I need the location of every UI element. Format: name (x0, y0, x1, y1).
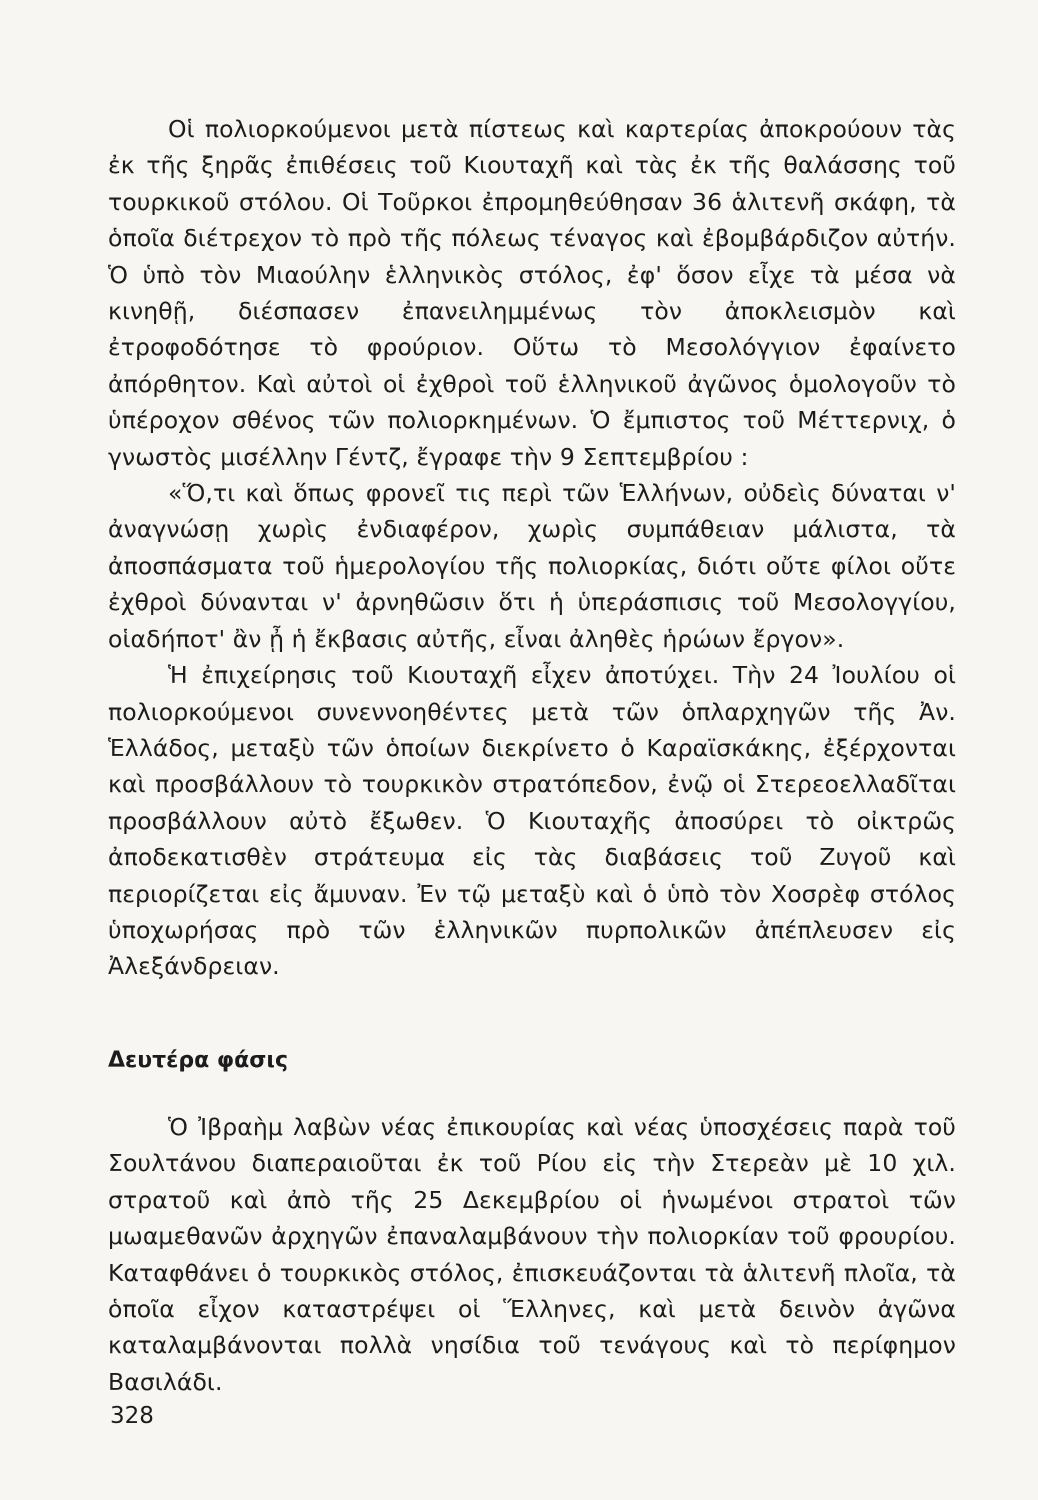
section-heading: Δευτέρα φάσις (108, 1048, 289, 1073)
section-2-text (108, 1109, 956, 1400)
section-1-text (108, 111, 956, 985)
page-number: 328 (110, 1403, 154, 1429)
paragraph-ibrahim-siege: Ὁ Ἰβραὴμ λαβὼν νέας ἐπικουρίας καὶ νέας ὑποσχέσεις παρὰ τοῦ Σουλτάνου διαπεραιοῦται ἐκ τοῦ Ρίου εἰς τὴν Στερεὰν μὲ 10 χιλ. στρατοῦ καὶ ἀπὸ τῆς 25 Δεκεμβρίου οἱ ἡνωμένοι στρατοὶ τῶν μωαμεθανῶν ἀρχηγῶν ἐπαναλαμβάνουν τὴν πολιορκίαν τοῦ φρουρίου. Καταφθάνει ὁ τουρκικὸς στόλος, ἐπισκευάζονται τὰ ἁλιτενῆ πλοῖα, τὰ ὁποῖα εἶχον καταστρέψει οἱ Ἕλληνες, καὶ μετὰ δεινὸν ἀγῶνα καταλαμβάνονται πολλὰ νησίδια τοῦ τενάγους καὶ τὸ περίφημον Βασιλάδι. (108, 1113, 956, 1396)
paragraph-siege-defense: Οἱ πολιορκούμενοι μετὰ πίστεως καὶ καρτερίας ἀποκρούουν τὰς ἐκ τῆς ξηρᾶς ἐπιθέσεις τοῦ Κιουταχῆ καὶ τὰς ἐκ τῆς θαλάσσης τοῦ τουρκικοῦ στόλου. Οἱ Τοῦρκοι ἐπρομηθεύθησαν 36 ἁλιτενῆ σκάφη, τὰ ὁποῖα διέτρεχον τὸ πρὸ τῆς πόλεως τέναγος καὶ ἐβομβάρδιζον αὐτήν. Ὁ ὑπὸ τὸν Μιαούλην ἑλληνικὸς στόλος, ἐφ' ὅσον εἶχε τὰ μέσα νὰ κινηθῇ, διέσπασεν ἐπανειλημμένως τὸν ἀποκλεισμὸν καὶ ἐτροφοδότησε τὸ φρούριον. Οὕτω τὸ Μεσολόγγιον ἐφαίνετο ἀπόρθητον. Καὶ αὐτοὶ οἱ ἐχθροὶ τοῦ ἑλληνικοῦ ἀγῶνος ὁμολογοῦν τὸ ὑπέροχον σθένος τῶν πολιορκημένων. Ὁ ἔμπιστος τοῦ Μέττερνιχ, ὁ γνωστὸς μισέλλην Γέντζ, ἔγραφε τὴν 9 Σεπτεμβρίου : (108, 115, 956, 471)
paragraph-kioutahis-failure: Ἡ ἐπιχείρησις τοῦ Κιουταχῆ εἶχεν ἀποτύχει. Τὴν 24 Ἰουλίου οἱ πολιορκούμενοι συνεννοηθέντες μετὰ τῶν ὁπλαρχηγῶν τῆς Ἀν. Ἑλλάδος, μεταξὺ τῶν ὁποίων διεκρίνετο ὁ Καραϊσκάκης, ἐξέρχονται καὶ προσβάλλουν τὸ τουρκικὸν στρατόπεδον, ἐνῷ οἱ Στερεοελλαδῖται προσβάλλουν αὐτὸ ἔξωθεν. Ὁ Κιουταχῆς ἀποσύρει τὸ οἰκτρῶς ἀποδεκατισθὲν στράτευμα εἰς τὰς διαβάσεις τοῦ Ζυγοῦ καὶ περιορίζεται εἰς ἄμυναν. Ἐν τῷ μεταξὺ καὶ ὁ ὑπὸ τὸν Χοσρὲφ στόλος ὑποχωρήσας πρὸ τῶν ἑλληνικῶν πυρπολικῶν ἀπέπλευσεν εἰς Ἀλεξάνδρειαν. (108, 661, 956, 981)
paragraph-gentz-quote: «Ὅ,τι καὶ ὅπως φρονεῖ τις περὶ τῶν Ἑλλήνων, οὐδεὶς δύναται ν' ἀναγνώσῃ χωρὶς ἐνδιαφέρον, χωρὶς συμπάθειαν μάλιστα, τὰ ἀποσπάσματα τοῦ ἡμερολογίου τῆς πολιορκίας, διότι οὔτε φίλοι οὔτε ἐχθροὶ δύνανται ν' ἀρνηθῶσιν ὅτι ἡ ὑπεράσπισις τοῦ Μεσολογγίου, οἱαδήποτ' ἂν ᾖ ἡ ἔκβασις αὐτῆς, εἶναι ἀληθὲς ἡρώων ἔργον». (108, 479, 956, 653)
